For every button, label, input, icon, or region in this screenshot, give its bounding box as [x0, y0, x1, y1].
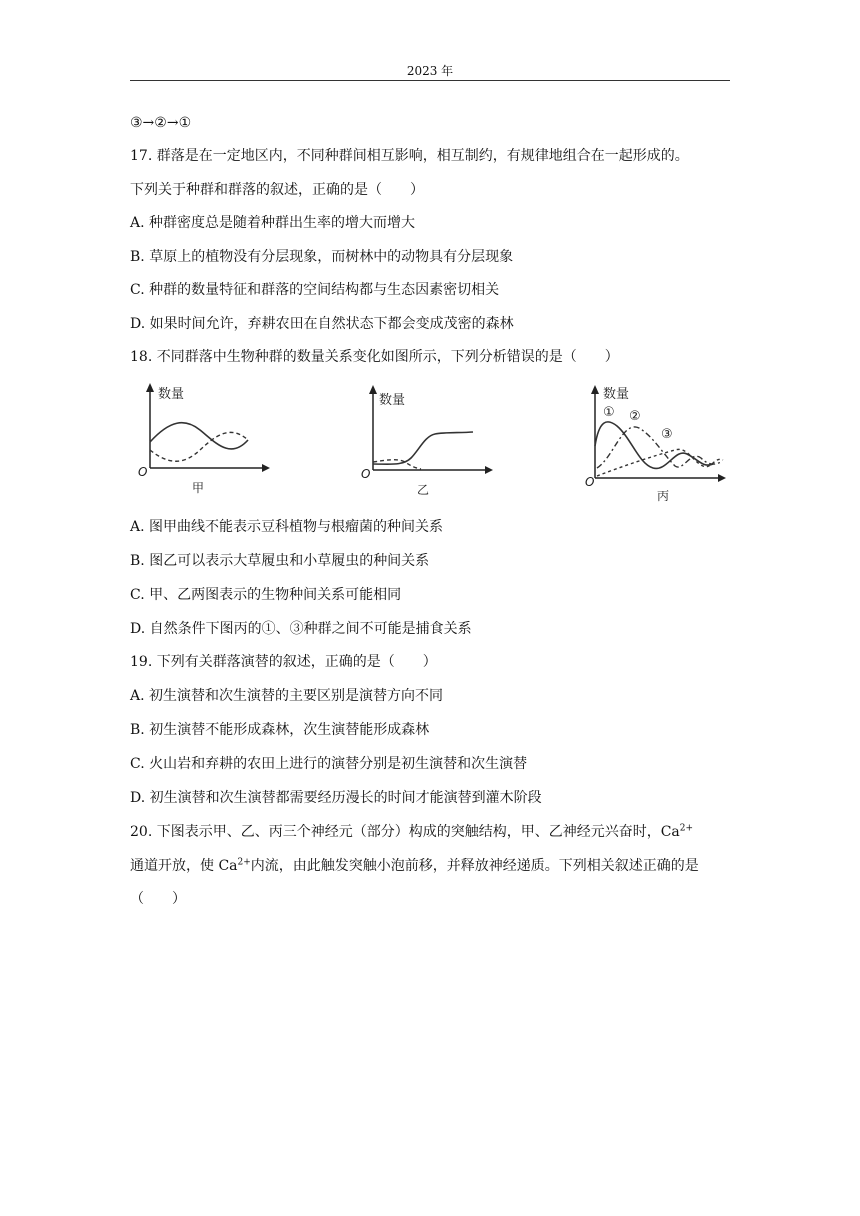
calcium-charge-superscript-2: 2+ — [237, 857, 251, 868]
question-17-option-d: D. 如果时间允许，弃耕农田在自然状态下都会变成茂密的森林 — [130, 316, 514, 332]
header-divider — [130, 80, 730, 81]
figure-yi-ylabel: 数量 — [379, 393, 406, 408]
question-19-option-d: D. 初生演替和次生演替都需要经历漫长的时间才能演替到灌木阶段 — [130, 790, 542, 806]
question-19-option-c: C. 火山岩和弃耕的农田上进行的演替分别是初生演替和次生演替 — [130, 756, 528, 772]
figure-jia-solid-curve — [150, 423, 248, 449]
question-20-line2-text-a: 通道开放，使 Ca — [130, 858, 238, 874]
question-18-option-b: B. 图乙可以表示大草履虫和小草履虫的种间关系 — [130, 553, 430, 569]
figure-bing-curve-1 — [595, 422, 713, 469]
figure-jia-caption: 甲 — [192, 481, 205, 495]
figure-bing-curve-3 — [597, 449, 723, 476]
figure-bing-mark-3: ③ — [661, 427, 673, 442]
question-20-stem-line1 — [130, 822, 740, 842]
page-header-year: 2023 年 — [406, 64, 454, 78]
question-18-stem: 18. 不同群落中生物种群的数量关系变化如图所示，下列分析错误的是（ ） — [130, 349, 619, 365]
question-17-stem-line1: 17. 群落是在一定地区内，不同种群间相互影响，相互制约，有规律地组合在一起形成的。 — [130, 148, 689, 164]
question-18-option-d: D. 自然条件下图丙的①、③种群之间不可能是捕食关系 — [130, 621, 472, 637]
figure-yi-origin: O — [361, 467, 371, 481]
question-20-line1-text: 20. 下图表示甲、乙、丙三个神经元（部分）构成的突触结构，甲、乙神经元兴奋时，Ca — [130, 824, 680, 840]
question-17-option-c: C. 种群的数量特征和群落的空间结构都与生态因素密切相关 — [130, 282, 500, 298]
figure-bing — [583, 380, 733, 505]
figure-jia-origin: O — [138, 465, 148, 479]
figure-jia-dashed-curve — [150, 432, 248, 461]
question-19-option-a: A. 初生演替和次生演替的主要区别是演替方向不同 — [130, 688, 444, 704]
figure-yi — [355, 380, 495, 500]
question-18-option-c: C. 甲、乙两图表示的生物种间关系可能相同 — [130, 587, 402, 603]
question-20-line2-text-b: 内流，由此触发突触小泡前移，并释放神经递质。下列相关叙述正确的是 — [250, 858, 699, 874]
calcium-charge-superscript: 2+ — [679, 823, 694, 834]
answer-order-line: ③→②→① — [130, 115, 192, 131]
figure-bing-mark-2: ② — [629, 409, 641, 424]
figure-bing-ylabel: 数量 — [603, 387, 630, 402]
figure-yi-caption: 乙 — [417, 483, 430, 497]
question-18-option-a: A. 图甲曲线不能表示豆科植物与根瘤菌的种间关系 — [130, 519, 444, 535]
question-17-option-a: A. 种群密度总是随着种群出生率的增大而增大 — [130, 215, 416, 231]
question-17-stem-line2: 下列关于种群和群落的叙述，正确的是（ ） — [130, 182, 424, 198]
question-19-stem: 19. 下列有关群落演替的叙述，正确的是（ ） — [130, 654, 437, 670]
figure-jia-ylabel: 数量 — [158, 387, 185, 402]
figure-bing-curve-2 — [597, 427, 721, 468]
question-20-stem-line2 — [130, 856, 740, 876]
figure-bing-caption: 丙 — [657, 489, 670, 503]
figure-jia — [130, 380, 270, 500]
figure-bing-origin: O — [585, 475, 595, 489]
question-20-answer-bracket: （ ） — [130, 891, 186, 907]
question-19-option-b: B. 初生演替不能形成森林，次生演替能形成森林 — [130, 722, 430, 738]
question-17-option-b: B. 草原上的植物没有分层现象，而树林中的动物具有分层现象 — [130, 249, 514, 265]
figure-bing-mark-1: ① — [603, 405, 615, 420]
